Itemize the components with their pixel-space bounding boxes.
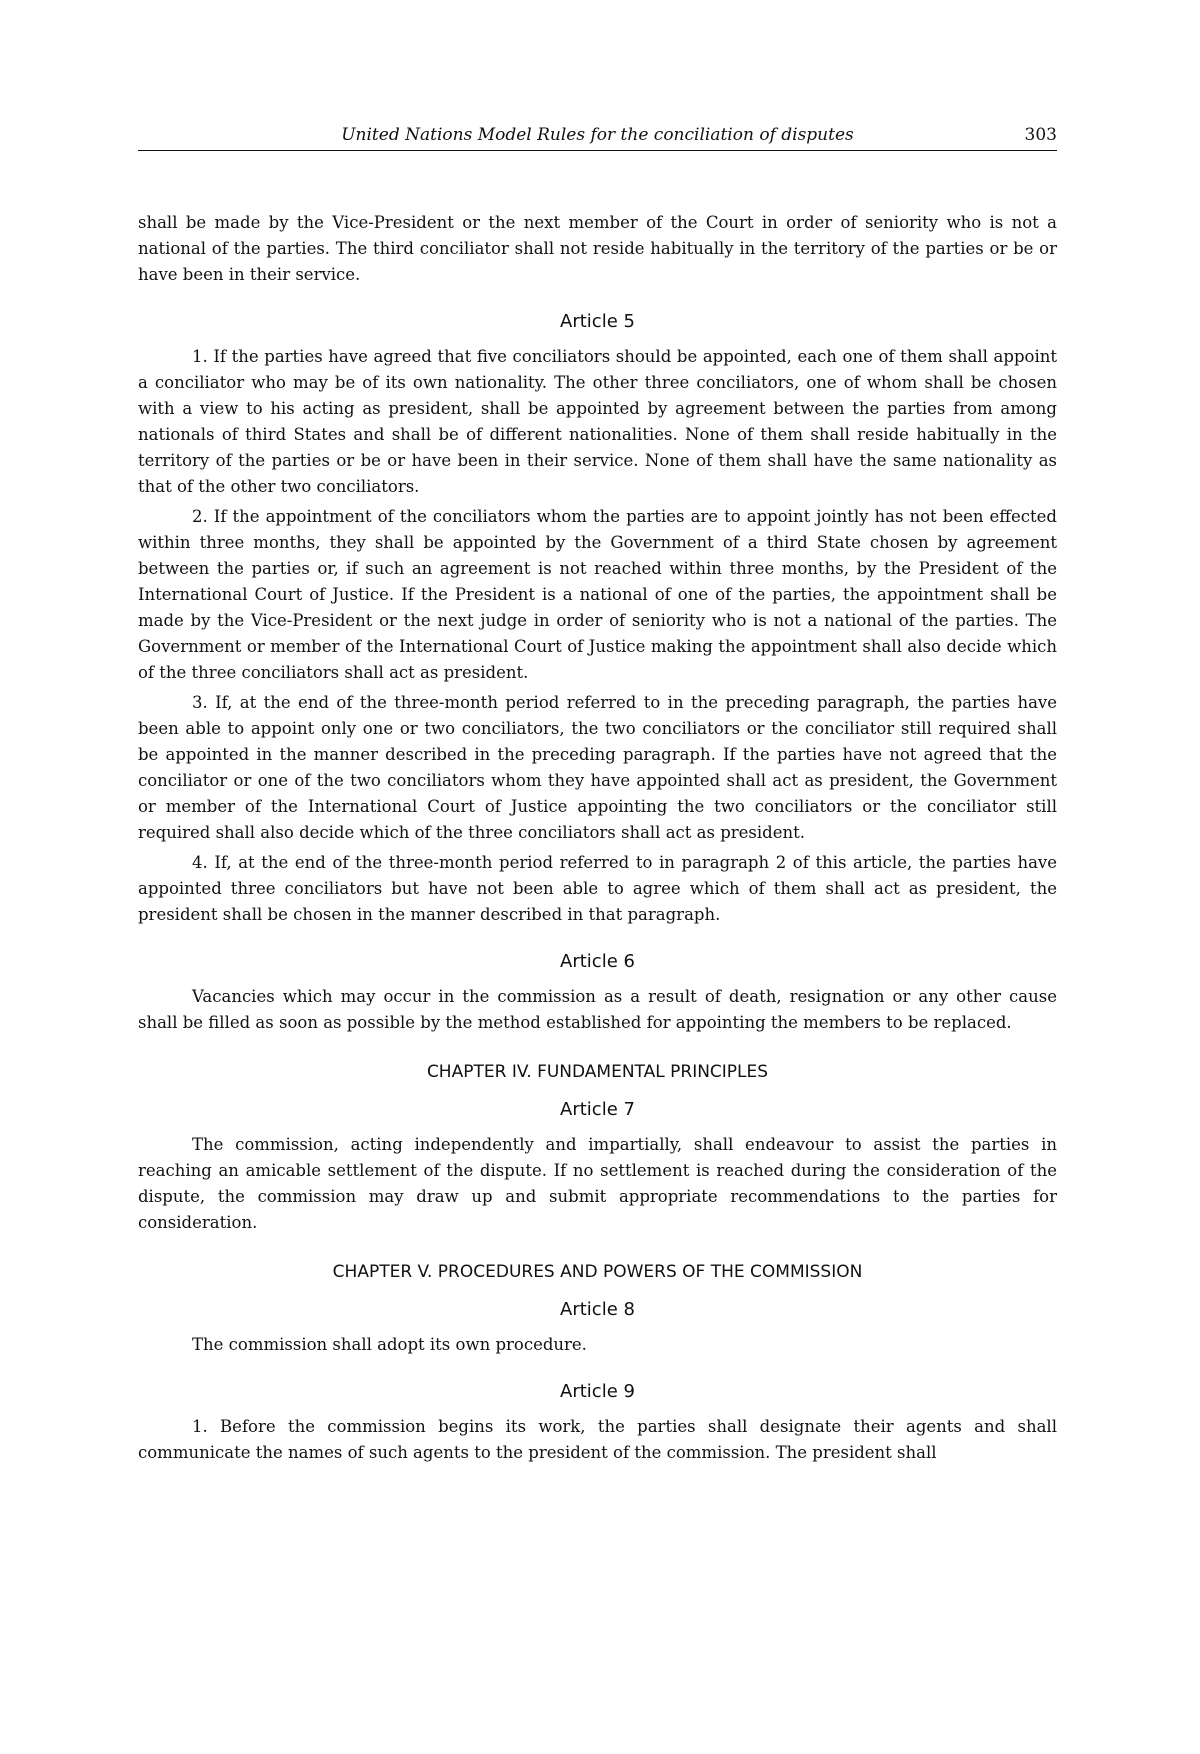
article-7-paragraph-1: The commission, acting independently and impartially, shall endeavour to assist the parties in reaching an amicable settlement of the dispute. If no settlement is reached during the consideration of the dispute, the commission may draw up and submit appropriate recommendations to the parties for consideration.: [138, 1135, 1057, 1232]
body-text: [138, 210, 1057, 1470]
article-5-paragraph-1: 1. If the parties have agreed that five conciliators should be appointed, each one of them shall appoint a conciliator who may be of its own nationality. The other three conciliators, one of whom shall be chosen with a view to his acting as president, shall be appointed by agreement between the parties from among nationals of third States and shall be of different nationalities. None of them shall reside habitually in the territory of the parties or be or have been in their service. None of them shall have the same nationality as that of the other two conciliators.: [138, 347, 1057, 496]
article-8-heading: Article 8: [560, 1299, 635, 1320]
chapter-5-heading: CHAPTER V. PROCEDURES AND POWERS OF THE COMMISSION: [332, 1262, 863, 1282]
article-7-heading: Article 7: [560, 1099, 635, 1120]
article-5-paragraph-3: 3. If, at the end of the three-month period referred to in the preceding paragraph, the parties have been able to appoint only one or two conciliators, the two conciliators or the conciliator still required shall be appointed in the manner described in the preceding paragraph. If the parties have not agreed that the conciliator or one of the two conciliators whom they have appointed shall act as president, the Government or member of the International Court of Justice appointing the two conciliators or the conciliator still required shall also decide which of the three conciliators shall act as president.: [138, 693, 1057, 842]
article-5-heading: Article 5: [560, 311, 635, 332]
running-title: United Nations Model Rules for the conciliation of disputes: [341, 125, 854, 145]
article-6-paragraph-1: Vacancies which may occur in the commission as a result of death, resignation or any other cause shall be filled as soon as possible by the method established for appointing the members to be replaced.: [138, 987, 1057, 1032]
article-6-heading: Article 6: [560, 951, 635, 972]
page-number: 303: [1024, 125, 1057, 145]
article-8-paragraph-1: The commission shall adopt its own procedure.: [192, 1335, 587, 1354]
article-9-paragraph-1: 1. Before the commission begins its work, the parties shall designate their agents and shall communicate the names of such agents to the president of the commission. The president shall: [138, 1417, 1057, 1462]
article-5-paragraph-4: 4. If, at the end of the three-month period referred to in paragraph 2 of this article, the parties have appointed three conciliators but have not been able to agree which of them shall act as president, the president shall be chosen in the manner described in that paragraph.: [138, 853, 1057, 924]
chapter-4-heading: CHAPTER IV. FUNDAMENTAL PRINCIPLES: [426, 1062, 769, 1082]
running-header: [138, 124, 1057, 151]
article-9-heading: Article 9: [560, 1381, 635, 1402]
continuation-paragraph: shall be made by the Vice-President or the next member of the Court in order of seniority who is not a national of the parties. The third conciliator shall not reside habitually in the territory of the parties or be or have been in their service.: [138, 213, 1057, 284]
article-5-paragraph-2: 2. If the appointment of the conciliators whom the parties are to appoint jointly has not been effected within three months, they shall be appointed by the Government of a third State chosen by agreement between the parties or, if such an agreement is not reached within three months, by the President of the International Court of Justice. If the President is a national of one of the parties, the appointment shall be made by the Vice-President or the next judge in order of seniority who is not a national of the parties. The Government or member of the International Court of Justice making the appointment shall also decide which of the three conciliators shall act as president.: [138, 507, 1057, 682]
